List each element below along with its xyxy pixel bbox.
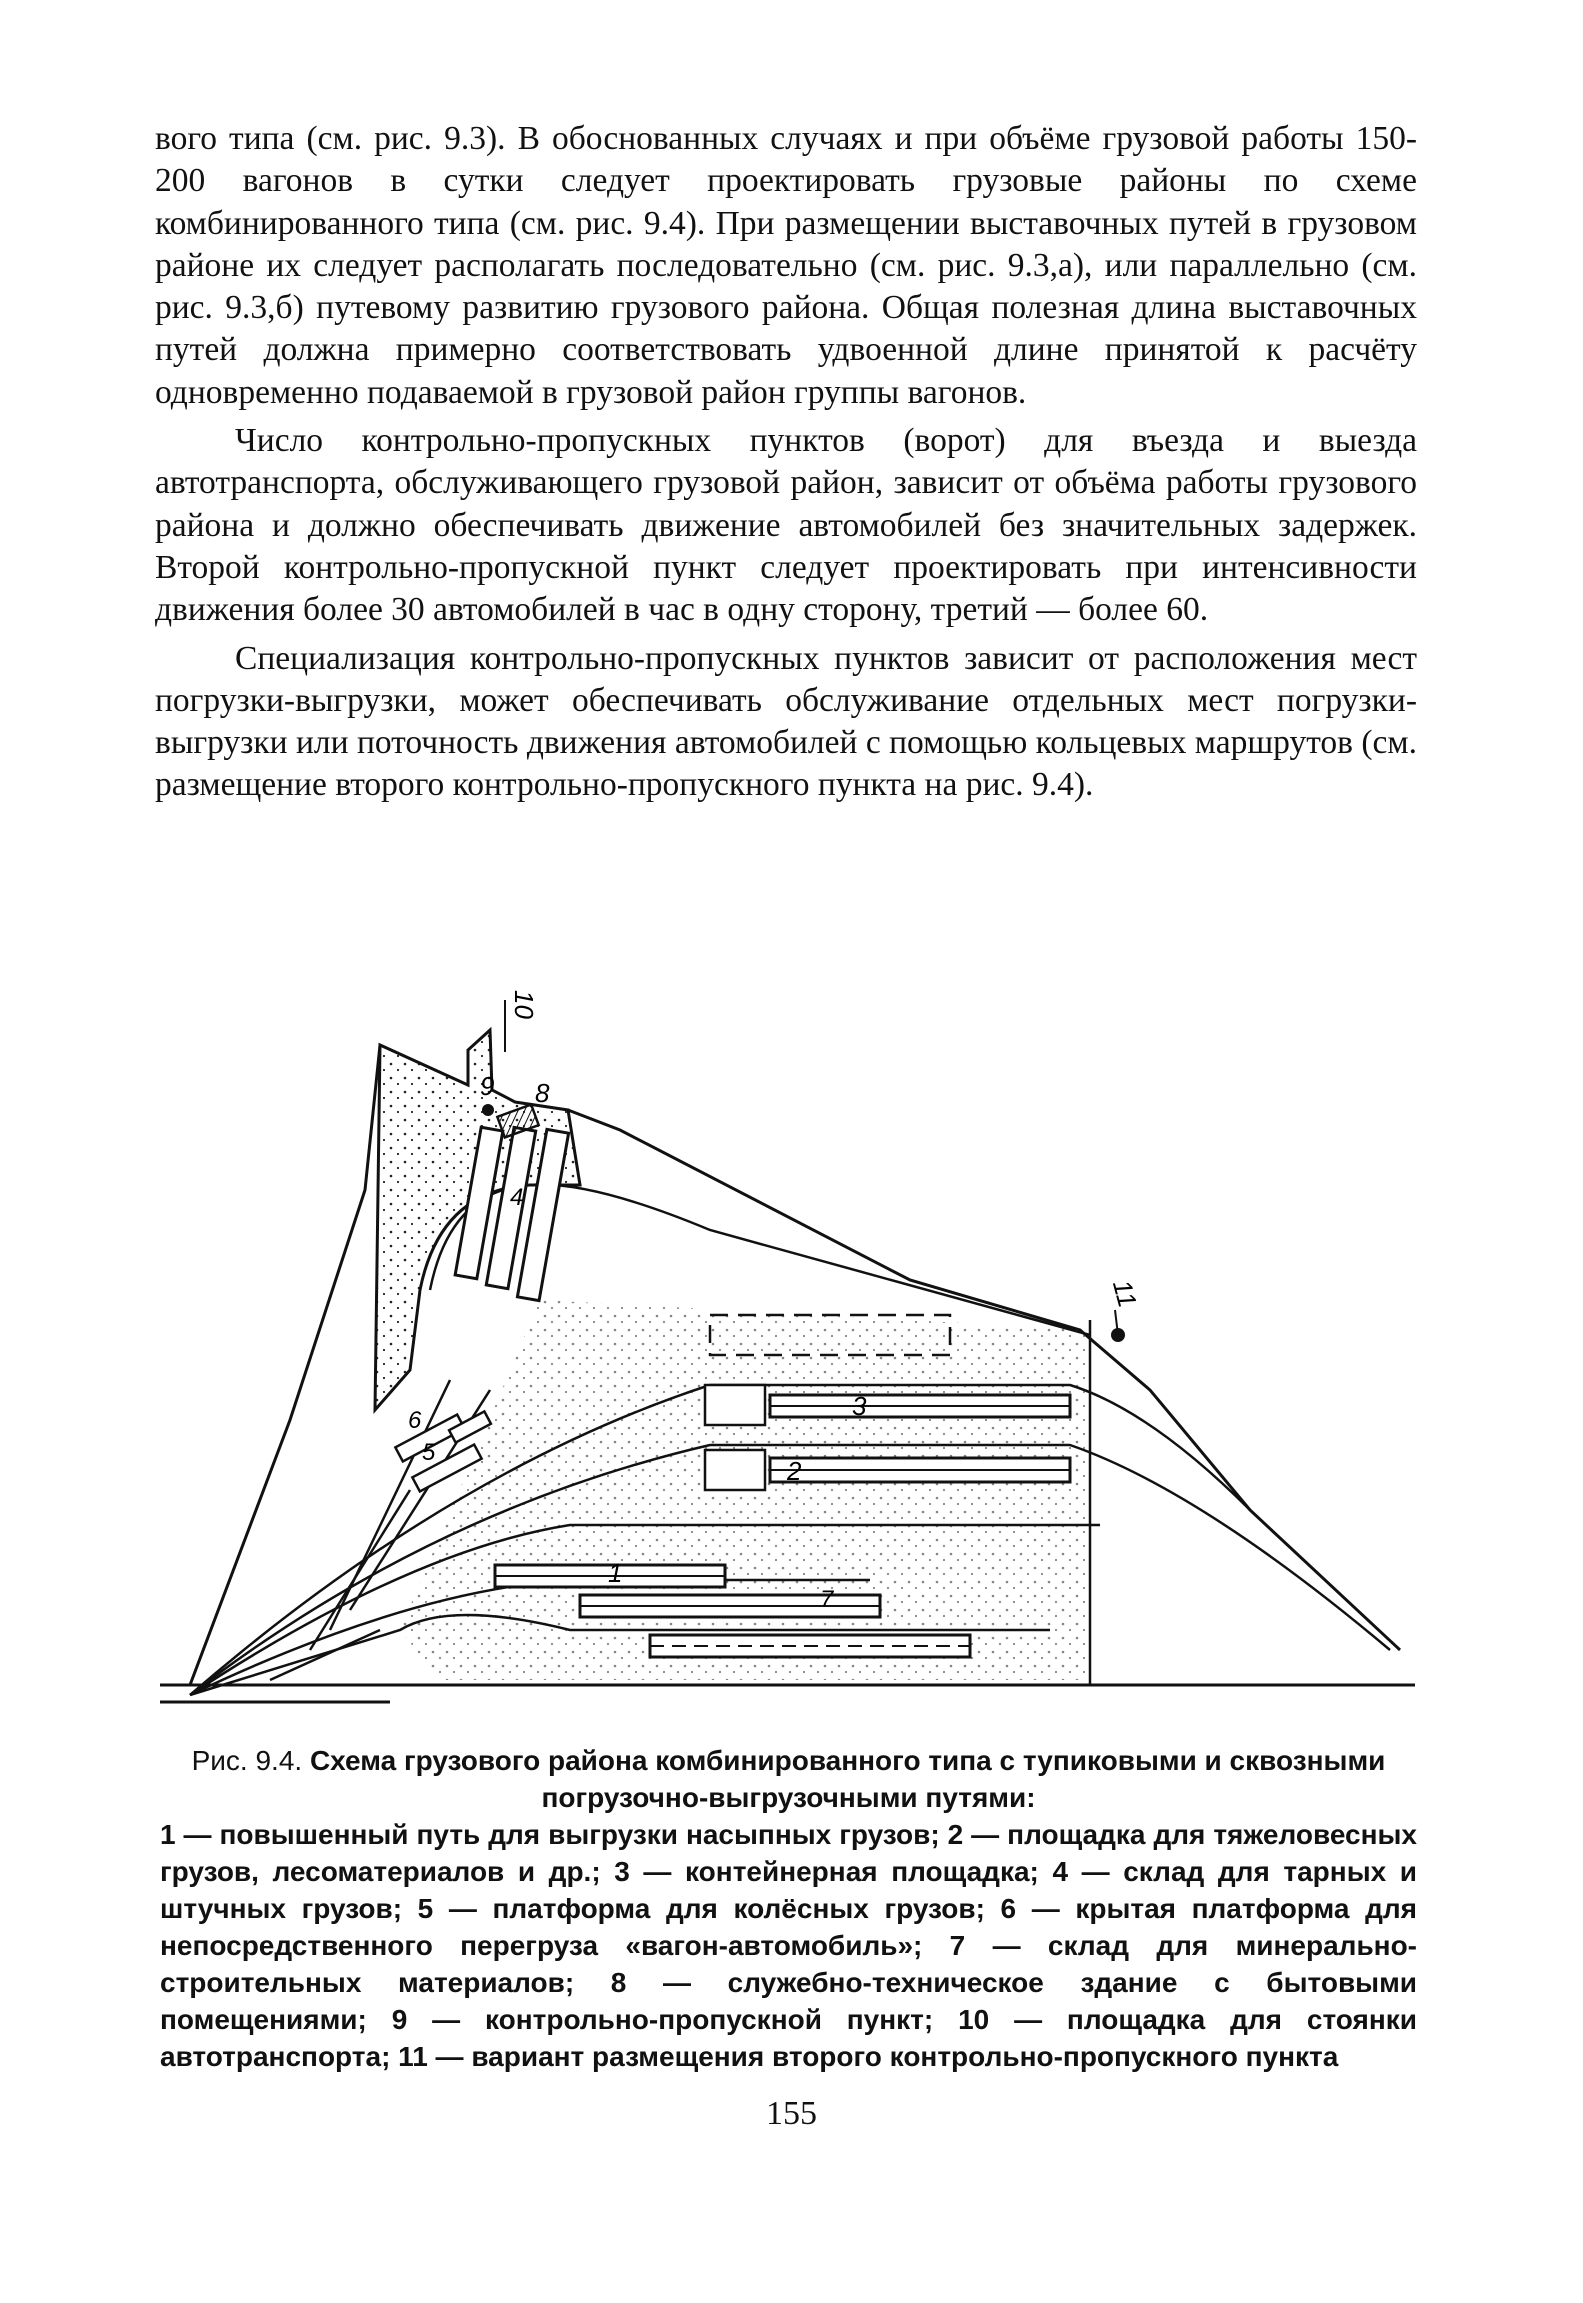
label-10: 10 <box>509 990 539 1019</box>
label-6: 6 <box>408 1407 422 1434</box>
paragraph-3: Специализация контрольно-пропускных пунктов зависит от расположения мест погрузки-выгрузки, может обеспечивать обслуживание отдельных мест погрузки-выгрузки или поточность движения автомобилей с помощью кольцевых маршрутов (см. размещение второго контрольно-пропускного пункта на рис. 9.4). <box>155 639 1417 804</box>
page-number: 155 <box>766 2095 817 2132</box>
label-2: 2 <box>787 1456 802 1486</box>
body-text <box>155 118 1417 807</box>
label-1: 1 <box>608 1558 623 1588</box>
label-5: 5 <box>422 1439 436 1466</box>
caption-title <box>160 1742 1417 1816</box>
paragraph-2: Число контрольно-пропускных пунктов (ворот) для въезда и выезда автотранспорта, обслуживающего грузовой район, зависит от объёма работы грузового района и должно обеспечивать движение автомобилей без значительных задержек. Второй контрольно-пропускной пункт следует проектировать при интенсивности движения более 30 автомобилей в час в одну сторону, третий — более 60. <box>155 422 1417 629</box>
figure-9-4-freight-area-scheme <box>150 990 1430 1730</box>
caption-label: Рис. 9.4. <box>191 1745 303 1776</box>
paragraph-1: вого типа (см. рис. 9.3). В обоснованных случаях и при объёме грузовой работы 150-200 вагонов в сутки следует проектировать грузовые районы по схеме комбинированного типа (см. рис. 9.4). При размещении выставочных путей в грузовом районе их следует располагать последовательно (см. рис. 9.3,а), или параллельно (см. рис. 9.3,б) путевому развитию грузового района. Общая полезная длина выставочных путей должна примерно соответствовать удвоенной длине принятой к расчёту одновременно подаваемой в грузовой район группы вагонов. <box>155 120 1417 411</box>
label-8: 8 <box>535 1078 550 1108</box>
elevated-track-1 <box>650 1635 970 1657</box>
figure-caption <box>160 1742 1417 2075</box>
label-7: 7 <box>820 1586 834 1613</box>
checkpoint-9 <box>482 1104 494 1116</box>
figure-legend: 1 — повышенный путь для выгрузки насыпных грузов; 2 — площадка для тяжеловесных грузов, лесоматериалов и др.; 3 — контейнерная площадка; 4 — склад для тарных и штучных грузов; 5 — платформа для колёсных грузов; 6 — крытая платформа для непосредственного перегруза «вагон-автомобиль»; 7 — склад для минерально-строительных материалов; 8 — служебно-техническое здание с бытовыми помещениями; 9 — контрольно-пропускной пункт; 10 — площадка для стоянки автотранспорта; 11 — вариант размещения второго контрольно-пропускного пункта <box>160 1819 1417 2072</box>
caption-text: Схема грузового района комбинированного типа с тупиковыми и сквозными погрузочно-выгрузочными путями: <box>309 1745 1386 1813</box>
boundary-left <box>190 1045 380 1685</box>
label-4: 4 <box>510 1184 524 1211</box>
label-11: 11 <box>1106 1276 1143 1311</box>
label-9: 9 <box>480 1071 495 1101</box>
label-3: 3 <box>852 1391 867 1421</box>
